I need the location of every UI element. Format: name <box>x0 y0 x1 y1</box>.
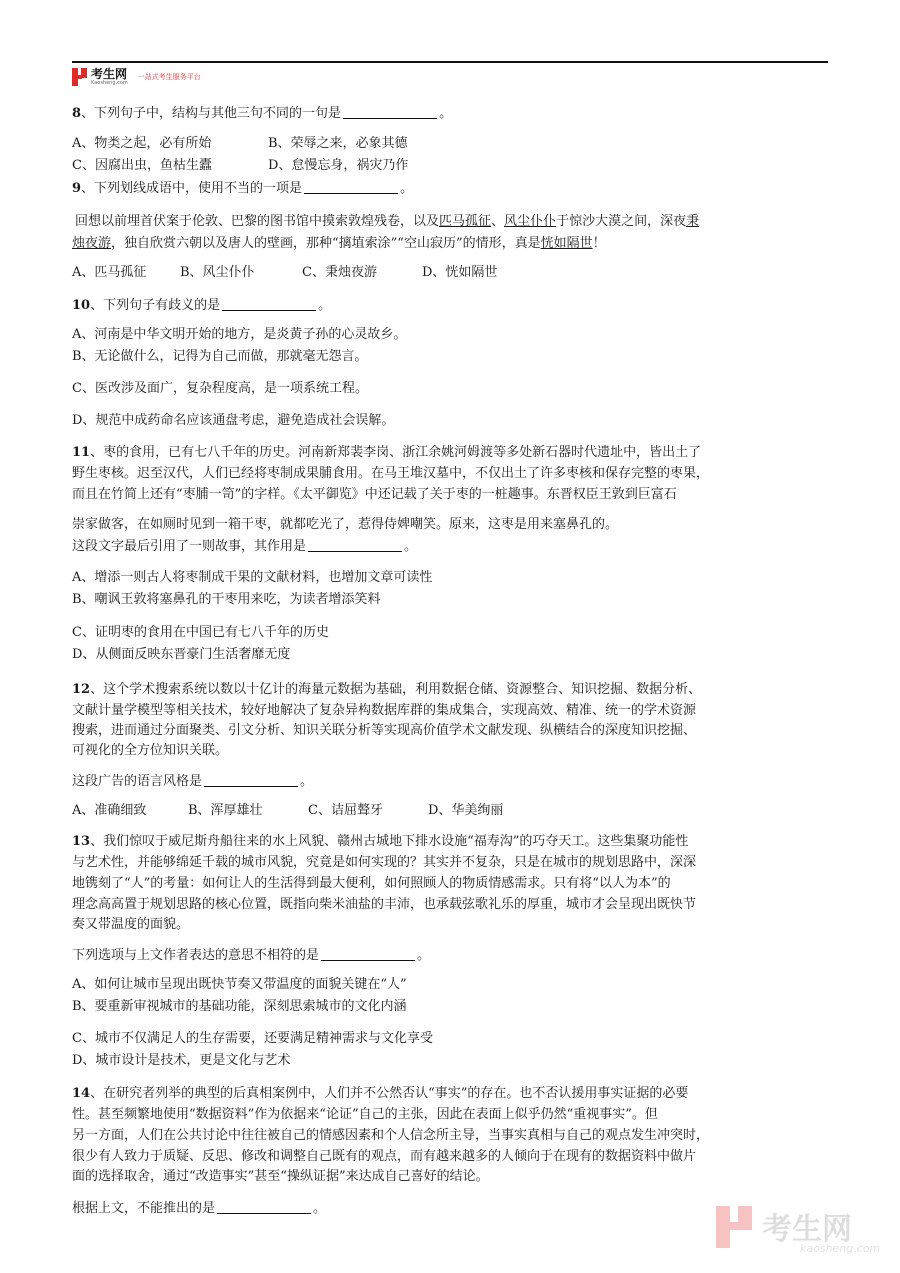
question-10-stem: 10、下列句子有歧义的是 。 <box>72 298 332 313</box>
option-b[interactable]: B、嘲讽王敦将塞鼻孔的干枣用来吃，为读者增添笑料 <box>72 592 381 607</box>
answer-blank <box>304 179 398 194</box>
option-c[interactable]: C、医改涉及面广，复杂程度高，是一项系统工程。 <box>72 381 368 396</box>
question-11-ask: 这段文字最后引用了一则故事，其作用是 。 <box>72 539 418 554</box>
option-a[interactable]: A、物类之起，必有所始 <box>72 136 212 151</box>
question-13-passage-line4: 理念高高置于规划思路的核心位置，既指向柴米油盐的丰沛，也承载弦歌礼乐的厚重，城市才会呈现出既快节 <box>72 897 697 912</box>
option-c[interactable]: C、证明枣的食用在中国已有七八千年的历史 <box>72 625 329 640</box>
question-14-passage-line1: 14、在研究者列举的典型的后真相案例中，人们并不公然否认“事实”的存在。也不否认援用事实证据的必要 <box>72 1086 689 1101</box>
option-d[interactable]: D、恍如隔世 <box>422 265 498 280</box>
question-14-passage-line3: 另一方面，人们在公共讨论中往往被自己的情感因素和个人信念所主导，当事实真相与自己的观点发生冲突时， <box>72 1128 710 1143</box>
watermark-name: 考生网 <box>762 1212 852 1247</box>
question-9-stem: 9、下列划线成语中，使用不当的一项是 。 <box>72 181 414 196</box>
site-logo[interactable] <box>72 65 201 89</box>
page-header <box>72 58 828 88</box>
answer-blank <box>321 946 415 961</box>
watermark-icon <box>716 1206 754 1248</box>
option-a[interactable]: A、如何让城市呈现出既快节奏又带温度的面貌关键在“人” <box>72 977 407 992</box>
question-9-passage-line1: 回想以前埋首伏案于伦敦、巴黎的图书馆中摸索敦煌残卷，以及匹马孤征、风尘仆仆于惊沙大漠之间，深夜秉 <box>75 214 700 229</box>
option-a[interactable]: A、增添一则古人将枣制成干果的文献材料，也增加文章可读性 <box>72 570 433 585</box>
logo-name: 考生网 <box>91 67 128 81</box>
question-13-passage-line5: 奏又带温度的面貌。 <box>72 917 190 932</box>
question-12-options <box>72 802 503 820</box>
question-14-passage-line4: 很少有人致力于质疑、反思、修改和调整自己既有的观点，而有越来越多的人倾向于在现有的数据资料中做片 <box>72 1149 697 1164</box>
option-a[interactable]: A、准确细致 <box>72 803 147 818</box>
question-9-passage-line2: 烛夜游，独自欣赏六朝以及唐人的壁画，那种“摛埴索涂”“空山寂历”的情形，真是恍如隔世！ <box>72 236 606 251</box>
option-a[interactable]: A、河南是中华文明开始的地方，是炎黄子孙的心灵故乡。 <box>72 327 407 342</box>
option-b[interactable]: B、荣辱之来，必象其德 <box>268 136 408 151</box>
header-rule <box>72 61 828 63</box>
question-8-stem: 8、下列句子中，结构与其他三句不同的一句是 。 <box>72 106 453 121</box>
question-11-passage-line4: 崇家做客，在如厕时见到一箱干枣，就都吃光了，惹得侍婢嘲笑。原来，这枣是用来塞鼻孔的。 <box>72 517 619 532</box>
question-8-options-row1 <box>72 135 408 153</box>
option-b[interactable]: B、无论做什么，记得为自己而做，那就毫无怨言。 <box>72 349 368 364</box>
answer-blank <box>308 537 402 552</box>
option-c[interactable]: C、城市不仅满足人的生存需要，还要满足精神需求与文化享受 <box>72 1031 433 1046</box>
question-11-passage-line3: 而且在竹简上还有“枣脯一笥”的字样。《太平御览》中还记载了关于枣的一桩趣事。东晋权臣王敦到巨富石 <box>72 487 677 502</box>
option-c[interactable]: C、秉烛夜游 <box>302 265 377 280</box>
option-d[interactable]: D、华美绚丽 <box>428 803 504 818</box>
option-d[interactable]: D、城市设计是技术，更是文化与艺术 <box>72 1053 291 1068</box>
underlined-idiom-1: 匹马孤征 <box>439 214 492 229</box>
question-11-passage-line1: 11、枣的食用，已有七八千年的历史。河南新郑裴李岗、浙江余姚河姆渡等多处新石器时代遗址中，皆出土了 <box>72 445 702 460</box>
logo-url: Kaosheng.com <box>91 80 128 86</box>
option-c[interactable]: C、因腐出虫，鱼枯生蠹 <box>72 158 212 173</box>
answer-blank <box>204 772 298 787</box>
question-8-options-row2 <box>72 157 408 175</box>
question-9-options <box>72 264 497 282</box>
question-12-passage-line4: 可视化的全方位知识关联。 <box>72 743 229 758</box>
question-12-ask: 这段广告的语言风格是 。 <box>72 774 314 789</box>
question-13-passage-line2: 与艺术性，并能够绵延千载的城市风貌，究竟是如何实现的？其实并不复杂，只是在城市的规划思路中，深深 <box>72 855 697 870</box>
question-14-ask: 根据上文，不能推出的是 。 <box>72 1201 327 1216</box>
option-b[interactable]: B、风尘仆仆 <box>180 265 255 280</box>
option-b[interactable]: B、浑厚雄壮 <box>188 803 263 818</box>
question-13-passage-line3: 地镌刻了“人”的考量：如何让人的生活得到最大便利，如何照顾人的物质情感需求。只有将“以人为本”的 <box>72 876 671 891</box>
option-a[interactable]: A、匹马孤征 <box>72 265 147 280</box>
question-12-passage-line1: 12、这个学术搜索系统以数以十亿计的海量元数据为基础，利用数据仓储、资源整合、知识挖掘、数据分析、 <box>72 682 702 697</box>
answer-blank <box>343 104 437 119</box>
logo-icon <box>72 68 88 86</box>
watermark-logo <box>716 1200 886 1260</box>
underlined-idiom-3: 烛夜游 <box>72 236 112 251</box>
option-b[interactable]: B、要重新审视城市的基础功能，深刻思索城市的文化内涵 <box>72 999 407 1014</box>
watermark-url: kaosheng.com <box>800 1242 881 1255</box>
answer-blank <box>217 1199 311 1214</box>
question-11-passage-line2: 野生枣核。迟至汉代，人们已经将枣制成果脯食用。在马王堆汉墓中，不仅出土了许多枣核和保存完整的枣果， <box>72 466 710 481</box>
underlined-idiom-2: 风尘仆仆 <box>504 214 557 229</box>
question-12-passage-line2: 文献计量学模型等相关技术，较好地解决了复杂异构数据库群的集成集合，实现高效、精准、统一的学术资源 <box>72 703 697 718</box>
underlined-idiom-4: 恍如隔世 <box>540 236 593 251</box>
option-d[interactable]: D、规范中成药命名应该通盘考虑，避免造成社会误解。 <box>72 413 395 428</box>
question-12-passage-line3: 搜索，进而通过分面聚类、引文分析、知识关联分析等实现高价值学术文献发现、纵横结合的深度知识挖掘、 <box>72 723 697 738</box>
option-d[interactable]: D、从侧面反映东晋豪门生活奢靡无度 <box>72 647 291 662</box>
question-13-ask: 下列选项与上文作者表达的意思不相符的是 。 <box>72 948 431 963</box>
question-14-passage-line5: 面的选择取舍，通过“改造事实”甚至“操纵证据”来达成自己喜好的结论。 <box>72 1169 489 1184</box>
logo-slogan: 一站式考生服务平台 <box>137 73 201 81</box>
question-14-passage-line2: 性。甚至频繁地使用“数据资料”作为依据来“论证”自己的主张，因此在表面上似乎仍然“重视事实”。但 <box>72 1107 658 1122</box>
question-13-passage-line1: 13、我们惊叹于威尼斯舟船往来的水上风貌、赣州古城地下排水设施“福寿沟”的巧夺天工。这些集聚功能性 <box>72 834 689 849</box>
option-d[interactable]: D、怠慢忘身，祸灾乃作 <box>268 158 409 173</box>
answer-blank <box>222 296 316 311</box>
option-c[interactable]: C、诘屈聱牙 <box>308 803 383 818</box>
